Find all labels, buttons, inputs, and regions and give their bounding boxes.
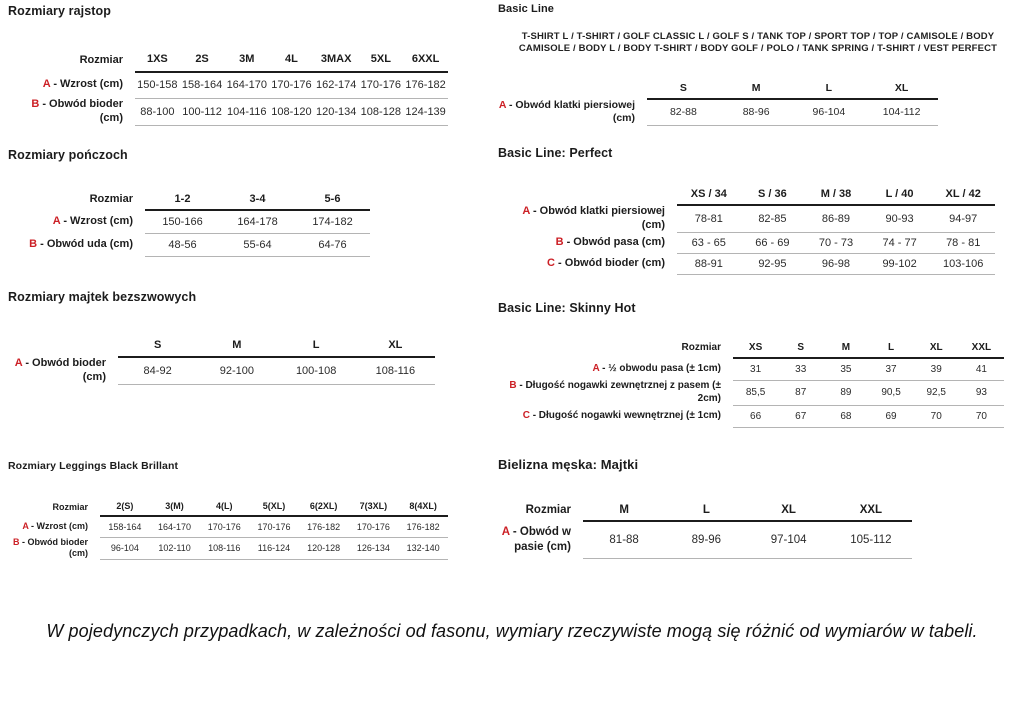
- table-cell: 108-116: [356, 357, 435, 385]
- table-cell: 162-174: [314, 72, 359, 98]
- table-cell: 74 - 77: [868, 233, 932, 254]
- table-cell: 99-102: [868, 254, 932, 275]
- table-cell: 158-164: [180, 72, 225, 98]
- table-cell: 176-182: [299, 516, 349, 537]
- table-cell: 67: [778, 405, 823, 427]
- row-letter-badge: B: [509, 380, 517, 391]
- column-header: S: [647, 77, 720, 99]
- table-cell: 89: [823, 380, 868, 405]
- bielizna-meska-section-title: Bielizna męska: Majtki: [498, 457, 639, 472]
- majtki-bezszwowe-section-title: Rozmiary majtek bezszwowych: [8, 290, 197, 304]
- ponczochy-section-title: Rozmiary pończoch: [8, 148, 128, 162]
- table-cell: 170-176: [269, 72, 314, 98]
- row-letter-badge: A: [42, 78, 51, 91]
- row-label: A - Wzrost (cm): [52, 214, 133, 227]
- column-header: 5(XL): [249, 497, 299, 516]
- column-header: 3MAX: [314, 47, 359, 72]
- table-cell: 170-176: [199, 516, 249, 537]
- table-cell: 82-88: [647, 99, 720, 125]
- ponczochy-size-table-host: [8, 188, 370, 257]
- column-header: 4L: [269, 47, 314, 72]
- table-corner-label: Rozmiar: [79, 53, 123, 66]
- column-header: L: [277, 334, 356, 357]
- size-table: [8, 47, 448, 126]
- table-cell: 100-108: [277, 357, 356, 385]
- table-cell: 103-106: [931, 254, 995, 275]
- column-header: M: [823, 337, 868, 358]
- row-label: A - Wzrost (cm): [42, 78, 123, 91]
- table-cell: 86-89: [804, 205, 868, 233]
- size-table: [498, 183, 995, 275]
- table-cell: 92,5: [914, 380, 959, 405]
- column-header: M: [583, 499, 665, 521]
- perfect-size-table-host: [498, 183, 998, 275]
- column-header: 8(4XL): [398, 497, 448, 516]
- row-letter-badge: A: [592, 362, 600, 374]
- table-cell: 96-104: [100, 537, 150, 560]
- table-corner-label: Rozmiar: [681, 342, 721, 353]
- table-cell: 116-124: [249, 537, 299, 560]
- table-cell: 164-178: [220, 210, 295, 233]
- table-cell: 41: [959, 358, 1004, 380]
- basic-line-section-title: Basic Line: [498, 3, 555, 15]
- table-cell: 124-139: [403, 98, 448, 126]
- disclaimer-note: W pojedynczych przypadkach, w zależności od fasonu, wymiary rzeczywiste mogą się różnić od wymiarów w tabeli.: [46, 621, 978, 641]
- column-header: XL / 42: [931, 183, 995, 205]
- table-cell: 89-96: [665, 521, 747, 558]
- table-cell: 87: [778, 380, 823, 405]
- majtki-bezszwowe-section: [8, 290, 435, 385]
- perfect-section-title: Basic Line: Perfect: [498, 146, 613, 160]
- table-corner-label: Rozmiar: [89, 193, 133, 205]
- row-label: A - Obwód klatki piersiowej (cm): [522, 205, 665, 231]
- row-label: B - Długość nogawki zewnętrznej z pasem (± 2cm): [509, 380, 721, 404]
- column-header: M: [720, 77, 793, 99]
- row-label: A - Obwód bioder (cm): [14, 357, 106, 383]
- column-header: M: [197, 334, 276, 357]
- table-cell: 70 - 73: [804, 233, 868, 254]
- column-header: S / 36: [741, 183, 805, 205]
- perfect-section: [498, 146, 998, 275]
- table-cell: 92-95: [741, 254, 805, 275]
- row-label: A - ½ obwodu pasa (± 1cm): [592, 362, 721, 374]
- row-letter-badge: C: [522, 409, 530, 421]
- table-cell: 105-112: [830, 521, 912, 558]
- column-header: XL: [356, 334, 435, 357]
- table-cell: 164-170: [224, 72, 269, 98]
- skinny-hot-size-table-host: [498, 337, 1004, 428]
- table-cell: 108-116: [199, 537, 249, 560]
- row-label: C - Długość nogawki wewnętrznej (± 1cm): [522, 409, 721, 421]
- skinny-hot-section: [498, 301, 1004, 428]
- column-header: XXL: [830, 499, 912, 521]
- column-header: 2(S): [100, 497, 150, 516]
- row-letter-badge: A: [14, 357, 23, 369]
- table-cell: 96-104: [793, 99, 866, 125]
- table-cell: 104-112: [865, 99, 938, 125]
- row-letter-badge: A: [22, 520, 29, 531]
- majtki-bezszwowe-size-table-host: [8, 334, 435, 385]
- basic-line-product-list: T-SHIRT L / T-SHIRT / GOLF CLASSIC L / GOLF S / TANK TOP / SPORT TOP / TOP / CAMISOLE / BODY CAMISOLE / BODY L / BODY T-SHIRT / BODY GOLF / POLO / TANK SPRING / T-SHIRT / VEST PERFECT: [518, 31, 998, 54]
- table-cell: 170-176: [359, 72, 404, 98]
- table-cell: 150-158: [135, 72, 180, 98]
- table-cell: 93: [959, 380, 1004, 405]
- table-cell: 164-170: [150, 516, 200, 537]
- column-header: 5XL: [359, 47, 404, 72]
- table-cell: 88-100: [135, 98, 180, 126]
- row-label: B - Obwód bioder (cm): [13, 537, 88, 559]
- size-table: [8, 497, 448, 560]
- table-cell: 102-110: [150, 537, 200, 560]
- row-letter-badge: A: [501, 526, 510, 539]
- bielizna-meska-size-table-host: [498, 499, 912, 559]
- column-header: L: [868, 337, 913, 358]
- row-label: A - Obwód klatki piersiowej (cm): [498, 99, 635, 125]
- table-cell: 70: [959, 405, 1004, 427]
- table-cell: 78-81: [677, 205, 741, 233]
- table-corner-label: [8, 334, 118, 357]
- row-label: B - Obwód uda (cm): [29, 237, 133, 250]
- row-letter-badge: C: [547, 257, 555, 270]
- table-cell: 126-134: [349, 537, 399, 560]
- row-label: B - Obwód pasa (cm): [555, 236, 665, 249]
- table-cell: 97-104: [748, 521, 830, 558]
- table-cell: 64-76: [295, 233, 370, 256]
- row-letter-badge: B: [31, 98, 40, 110]
- table-cell: 90-93: [868, 205, 932, 233]
- column-header: L: [665, 499, 747, 521]
- column-header: 6(2XL): [299, 497, 349, 516]
- size-table: [498, 337, 1004, 428]
- table-corner-label: [498, 183, 677, 205]
- table-cell: 90,5: [868, 380, 913, 405]
- column-header: XXL: [959, 337, 1004, 358]
- row-letter-badge: B: [555, 236, 564, 249]
- table-cell: 35: [823, 358, 868, 380]
- table-cell: 94-97: [931, 205, 995, 233]
- column-header: 1XS: [135, 47, 180, 72]
- row-letter-badge: A: [522, 205, 530, 217]
- row-label: C - Obwód bioder (cm): [547, 257, 665, 270]
- table-cell: 120-134: [314, 98, 359, 126]
- ponczochy-section: [8, 148, 370, 257]
- size-table: [8, 334, 435, 385]
- leggings-section-title: Rozmiary Leggings Black Brillant: [8, 460, 179, 472]
- table-cell: 96-98: [804, 254, 868, 275]
- table-cell: 170-176: [249, 516, 299, 537]
- column-header: 3-4: [220, 188, 295, 210]
- column-header: 2S: [180, 47, 225, 72]
- row-letter-badge: B: [29, 237, 38, 250]
- table-cell: 88-96: [720, 99, 793, 125]
- table-cell: 104-116: [224, 98, 269, 126]
- row-letter-badge: B: [13, 537, 20, 547]
- column-header: 5-6: [295, 188, 370, 210]
- column-header: 4(L): [199, 497, 249, 516]
- table-cell: 170-176: [349, 516, 399, 537]
- table-cell: 132-140: [398, 537, 448, 560]
- table-cell: 120-128: [299, 537, 349, 560]
- basic-line-section: [498, 2, 1018, 126]
- table-cell: 84-92: [118, 357, 197, 385]
- skinny-hot-section-title: Basic Line: Skinny Hot: [498, 301, 636, 315]
- rajstop-section-title: Rozmiary rajstop: [8, 4, 112, 18]
- column-header: 7(3XL): [349, 497, 399, 516]
- bielizna-meska-section: [498, 457, 912, 559]
- table-cell: 150-166: [145, 210, 220, 233]
- table-cell: 82-85: [741, 205, 805, 233]
- column-header: XS / 34: [677, 183, 741, 205]
- size-table: [8, 188, 370, 257]
- table-cell: 69: [868, 405, 913, 427]
- row-label: A - Obwód w pasie (cm): [501, 526, 571, 553]
- column-header: XL: [865, 77, 938, 99]
- table-cell: 39: [914, 358, 959, 380]
- table-cell: 37: [868, 358, 913, 380]
- table-cell: 92-100: [197, 357, 276, 385]
- table-cell: 33: [778, 358, 823, 380]
- table-cell: 66: [733, 405, 778, 427]
- table-cell: 108-120: [269, 98, 314, 126]
- table-cell: 48-56: [145, 233, 220, 256]
- table-cell: 66 - 69: [741, 233, 805, 254]
- table-cell: 63 - 65: [677, 233, 741, 254]
- table-cell: 70: [914, 405, 959, 427]
- leggings-section: [8, 460, 448, 560]
- column-header: L / 40: [868, 183, 932, 205]
- column-header: S: [778, 337, 823, 358]
- column-header: S: [118, 334, 197, 357]
- column-header: XL: [914, 337, 959, 358]
- table-corner-label: Rozmiar: [52, 501, 88, 512]
- column-header: L: [793, 77, 866, 99]
- table-cell: 88-91: [677, 254, 741, 275]
- column-header: 6XXL: [403, 47, 448, 72]
- table-cell: 158-164: [100, 516, 150, 537]
- basic-line-size-table-host: [498, 77, 1018, 126]
- row-letter-badge: A: [52, 214, 61, 227]
- rajstop-section: [8, 4, 448, 126]
- table-cell: 81-88: [583, 521, 665, 558]
- table-cell: 31: [733, 358, 778, 380]
- column-header: 1-2: [145, 188, 220, 210]
- rajstop-size-table-host: [8, 47, 448, 126]
- row-letter-badge: A: [498, 99, 507, 111]
- table-cell: 176-182: [398, 516, 448, 537]
- row-label: A - Wzrost (cm): [22, 520, 88, 531]
- row-label: B - Obwód bioder (cm): [31, 98, 123, 124]
- column-header: XL: [748, 499, 830, 521]
- table-cell: 55-64: [220, 233, 295, 256]
- table-cell: 78 - 81: [931, 233, 995, 254]
- table-corner-label: [498, 77, 647, 99]
- column-header: M / 38: [804, 183, 868, 205]
- leggings-size-table-host: [8, 497, 448, 560]
- size-table: [498, 499, 912, 559]
- table-cell: 68: [823, 405, 868, 427]
- table-cell: 85,5: [733, 380, 778, 405]
- table-cell: 100-112: [180, 98, 225, 126]
- table-cell: 174-182: [295, 210, 370, 233]
- table-corner-label: Rozmiar: [525, 504, 571, 516]
- column-header: XS: [733, 337, 778, 358]
- size-table: [498, 77, 938, 126]
- table-cell: 176-182: [403, 72, 448, 98]
- column-header: 3(M): [150, 497, 200, 516]
- table-cell: 108-128: [359, 98, 404, 126]
- column-header: 3M: [224, 47, 269, 72]
